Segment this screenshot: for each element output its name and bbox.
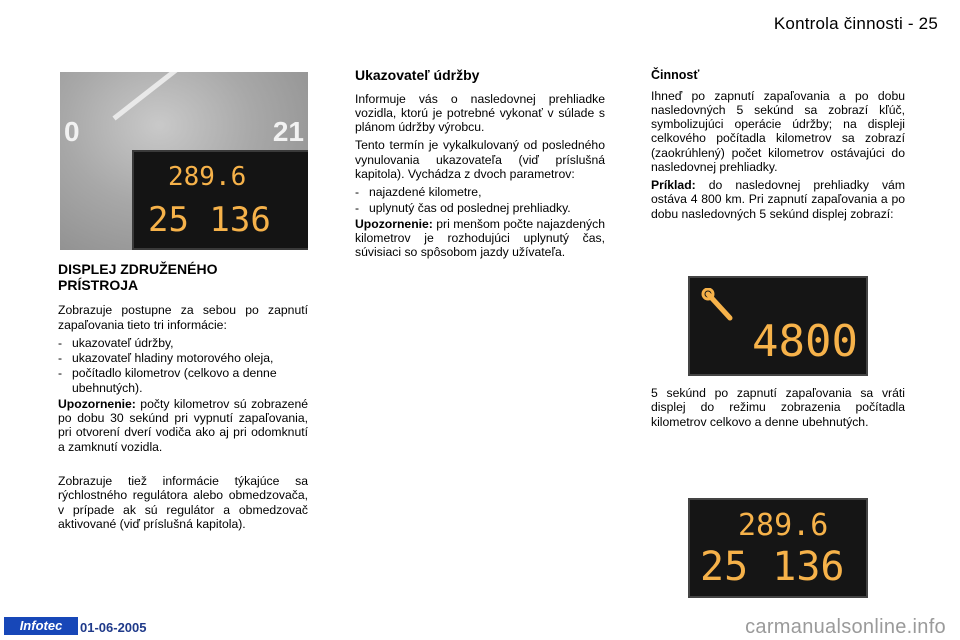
return-paragraph: 5 sekúnd po zapnutí zapaľovania sa vráti displej do režimu zobrazenia počítadla kilometrov celkovo a denne ubehnutých. [651,386,905,429]
paragraph: Tento termín je vykalkulovaný od posledného vynulovania ukazovateľa (viď príslušná kapitola). Vychádza z dvoch parametrov: [355,138,605,181]
instrument-cluster-photo [60,72,308,250]
trip-readout: 289.6 [168,162,247,192]
list-item: - počítadlo kilometrov (celkovo a denne ubehnutých). [58,366,308,395]
warning-label: Upozornenie: [58,396,136,411]
dial-number-right: 21 [272,116,304,147]
page-title: Kontrola činnosti - 25 [773,14,938,33]
warning-label: Upozornenie: [355,216,433,231]
warning-paragraph: Upozornenie: pri menšom počte najazdených kilometrov je rozhodujúci uplynutý čas, súvisiaci so spôsobom jazdy užívateľa. [355,216,605,260]
list-item: - ukazovateľ údržby, [58,336,308,350]
cluster-display [132,150,308,250]
list-item: - ukazovateľ hladiny motorového oleja, [58,351,308,365]
wrench-icon [700,288,740,324]
trip-readout: 289.6 [738,508,829,543]
infotec-logo: Infotec [4,617,78,635]
section-heading-maintenance: Ukazovateľ údržby [355,67,480,83]
paragraph: Informuje vás o nasledovnej prehliadke vozidla, ktorú je potrebné vykonať v súlade s plánom údržby výrobcu. [355,91,605,135]
paragraph: Ihneď po zapnutí zapaľovania a po dobu nasledovných 5 sekúnd sa zobrazí kľúč, symbolizujúci operácie údržby; na displeji celkového počítadla kilometrov sa zobrazí (zaokrúhlený) počet kilometrov ostávajúci do nasledovnej prehliadky. [651,88,905,174]
section-heading-operation: Činnosť [651,68,700,82]
maintenance-km-readout: 4800 [752,316,858,367]
info-list [58,336,308,395]
extra-info-text: Zobrazuje tiež informácie týkajúce sa rýchlostného regulátora alebo obmedzovača, v prípade ak sú regulátor a obmedzovač aktivované (viď príslušná kapitola). [58,474,308,531]
odometer-readout: 25 136 [700,544,845,590]
footer-date: 01-06-2005 [80,620,147,635]
example-paragraph: Príklad: do nasledovnej prehliadky vám ostáva 4 800 km. Pri zapnutí zapaľovania a po dobu nasledovných 5 sekúnd displej zobrazí: [651,178,905,221]
list-item: - uplynutý čas od poslednej prehliadky. [355,201,605,215]
left-column [58,262,308,535]
watermark: carmanualsonline.info [745,616,946,638]
dial-needle [112,72,218,120]
odometer-readout: 25 136 [148,200,271,240]
middle-column [355,68,605,264]
intro-text: Zobrazuje postupne za sebou po zapnutí zapaľovania tieto tri informácie: [58,303,308,332]
parameter-list [355,185,605,215]
example-label: Príklad: [651,178,696,193]
maintenance-display [688,276,868,376]
odometer-display [688,498,868,598]
right-column [651,68,905,225]
warning-paragraph: Upozornenie: počty kilometrov sú zobrazené po dobu 30 sekúnd pri vypnutí zapaľovania, pri otvorení dverí vodiča ako aj pri odomknutí a zamknutí vozidla. [58,396,308,454]
list-item: - najazdené kilometre, [355,185,605,199]
section-heading-display: DISPLEJ ZDRUŽENÉHO PRÍSTROJA [58,261,218,293]
dial-number-left: 0 [64,116,80,147]
